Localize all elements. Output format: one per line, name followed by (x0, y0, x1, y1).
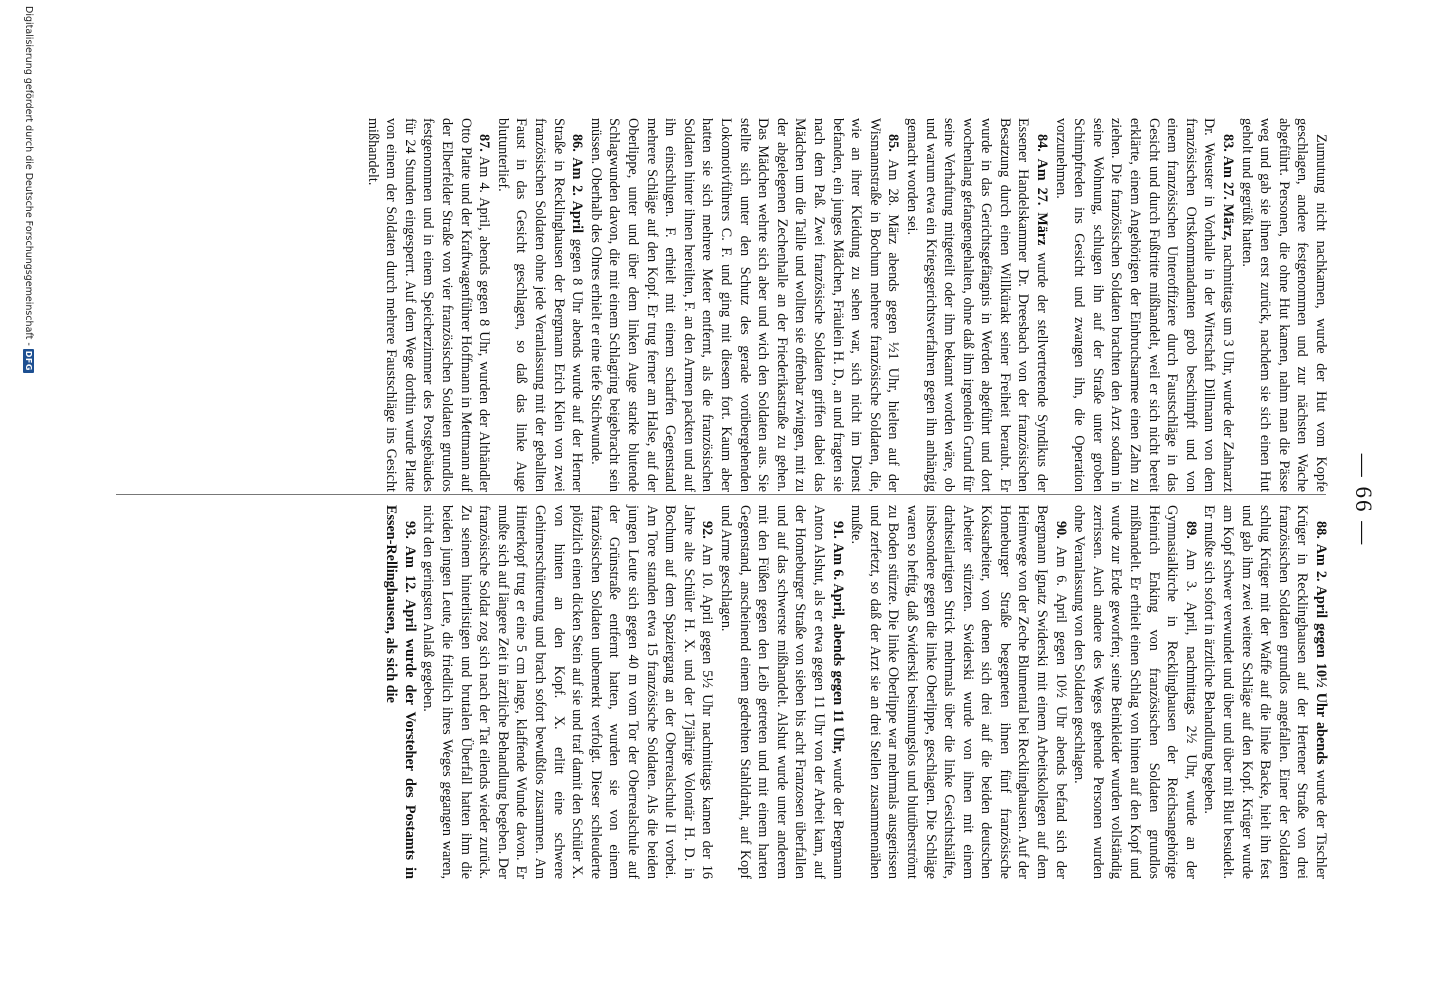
paragraph (847, 505, 1070, 879)
paragraph (363, 118, 493, 492)
page-number: — 66 — (1351, 453, 1376, 547)
paragraph-number: 84. (1034, 134, 1051, 152)
paragraph-number: 83. (1220, 134, 1237, 152)
left-text-column (363, 118, 1330, 492)
paragraph-text: Am 4. April, abends gegen 8 Uhr, wurden der Althändler Otto Platte und der Kraftwagenführer Hoffmann in Mettmann auf der Elberfelder Straße von vier französischen Soldaten grundlos festgenommen und in einem Speicherzimmer des Postgebäudes für 24 Stunden eingesperrt. Auf dem Wege dorthin wurde Platte von einem der Soldaten durch mehrere Faustschläge ins Gesicht mißhandelt. (364, 118, 493, 493)
paragraph-number: 91. (829, 521, 846, 539)
paragraph (382, 505, 419, 879)
paragraph (1051, 118, 1237, 492)
paragraph-number: 89. (1182, 521, 1199, 539)
dfg-logo: DFG (24, 350, 33, 371)
paragraph-lead: Am 27. März (1034, 158, 1051, 246)
footer-text: Digitalisierung gefördert durch die Deutsche Forschungsgemeinschaft - (23, 6, 34, 346)
paragraph-text: Zumutung nicht nachkamen, wurde der Hut vom Kopfe geschlagen, andere festgenommen und zur nächsten Wache abgeführt. Personen, die ohne Hut kamen, nahm man die Pässe weg und gab sie ihnen erst zurück, nachdem sie sich einen Hut geholt und gegrüßt hatten. (1238, 118, 1329, 492)
paragraph-number: 86. (569, 134, 586, 152)
paragraph-number: 87. (476, 134, 493, 152)
paragraph-text: Am 3. April, nachmittags 2½ Uhr, wurde an der Gymnasialkirche in Recklinghausen der Reichsangehörige Heinrich Enking von französischen Soldaten grundlos mißhandelt. Er erhielt einen Schlag von hinten auf den Kopf und wurde zur Erde geworfen; seine Beinkleider wurden vollständig zerrissen. Auch andere des Weges gehende Personen wurden ohne Veranlassung von den Soldaten geschlagen. (1071, 505, 1199, 879)
paragraph-number: 85. (885, 134, 902, 152)
paragraph (716, 505, 846, 879)
paragraph (902, 118, 1051, 492)
paragraph-text: Am 10. April gegen 5½ Uhr nachmittags kamen der 16 Jahre alte Schüler H. X. und der 17jährige Volontär H. D. in Bochum auf dem Spaziergang an der Oberrealschule II vorbei. Am Tore standen etwa 15 französische Soldaten. Als die beiden jungen Leute sich gegen 40 m vom Tor der Oberrealschule auf der Grünstraße entfernt hatten, wurden sie von einem französischen Soldaten unbemerkt verfolgt. Dieser schleuderte plötzlich einen dicken Stein auf sie und traf damit den Schüler X. von hinten an den Kopf. X. erlitt eine schwere Gehirnerschütterung und brach sofort bewußtlos zusammen. Am Hinterkopf trug er eine 5 cm lange, klaffende Wunde davon. Er mußte sich auf längere Zeit in ärztliche Behandlung begeben. Der französische Soldat zog sich nach der Tat eilends wieder zurück. Zu seinem hinterlistigen und brutalen Überfall hatten ihm die beiden jungen Leute, die friedlich ihres Weges gegangen waren, nicht den geringsten Anlaß gegeben. (420, 505, 716, 880)
paragraph-lead: Am 6. April, abends gegen 11 Uhr, (829, 543, 846, 754)
right-text-column (382, 505, 1330, 879)
paragraph (493, 118, 586, 492)
paragraph-text: gegen 8 Uhr abends wurde auf der Herner Straße in Recklinghausen der Bergmann Erich Klein von zwei französischen Soldaten ohne jede Veranlassung mit der geballten Faust in das Gesicht geschlagen, so daß das linke Auge blutunterlief. (494, 118, 586, 492)
paragraph-number: 90. (1052, 521, 1069, 539)
paragraph-text: Am 6. April gegen 10½ Uhr abends befand sich der Bergmann Ignatz Swiderski mit einem Arbeitskollegen auf dem Heimwege von der Zeche Blumental bei Recklinghausen. Auf der Homeburger Straße begegneten ihnen fünf französische Koksarbeiter, von denen sich drei auf die beiden deutschen Arbeiter stürzten. Swiderski wurde von ihnen mit einem drahtseilartigen Strick mehrmals über die linke Gesichtshälfte, insbesondere gegen die linke Oberlippe, geschlagen. Die Schläge waren so heftig, daß Swiderski besinnungslos und blutüberströmt zu Boden stürzte. Die linke Oberlippe war mehrmals ausgerissen und zerfetzt, so daß der Arzt sie an drei Stellen zusammennähen mußte. (848, 505, 1069, 880)
column-divider (116, 494, 1326, 495)
paragraph-lead: Am 12. April wurde der Vorsteher des Postamts in Essen-Rellinghausen, als sich die (383, 505, 418, 879)
paragraph-text: wurde der Bergmann Anton Alshut, als er etwa gegen 11 Uhr von der Arbeit kam, auf der Homeburger Straße von sieben bis acht Franzosen überfallen und auf das schwerste mißhandelt. Alshut wurde unter anderem mit den Füßen gegen den Leib getreten und mit einem harten Gegenstand, anscheinend einem gedrehten Stahldraht, auf Kopf und Arme geschlagen. (718, 505, 846, 880)
digitization-footer (23, 6, 34, 373)
paragraph (419, 505, 717, 879)
paragraph-text: wurde der Tischler Krüger in Recklinghausen auf der Hertener Straße von drei französischen Soldaten grundlos angefallen. Einer der Soldaten schlug Krüger mit der Waffe auf die linke Backe, hielt ihn fest und gab ihm zwei weitere Schläge auf den Kopf. Krüger wurde am Kopf schwer verwundet und über und über mit Blut besudelt. Er mußte sich sofort in ärztliche Behandlung begeben. (1201, 505, 1329, 879)
paragraph (1070, 505, 1200, 879)
paragraph-text: wurde der stellvertretende Syndikus der Essener Handelskammer Dr. Dreesbach von der französischen Besatzung durch einen Willkürakt seiner Freiheit beraubt. Er wurde in das Gerichtsgefängnis in Werden abgeführt und dort wochenlang gefangengehalten, ohne daß ihm irgendein Grund für seine Verhaftung mitgeteilt oder ihm bekannt worden wäre, ob und warum etwa ein Kriegsgerichtsverfahren gegen ihn anhängig gemacht worden sei. (903, 118, 1051, 493)
paragraph-lead: Am 27. März, (1220, 155, 1237, 241)
paragraph (586, 118, 902, 492)
paragraph (1237, 118, 1330, 492)
paragraph-text: nachmittags um 3 Uhr, wurde der Zahnarzt Dr. Weuster in Vorhalle in der Wirtschaft Dillmann von dem französischen Ortskommandanten grob beschimpft und von einem französischen Unteroffiziere durch Faustschläge in das Gesicht und durch Fußtritte mißhandelt, weil er sich nicht bereit erklärte, einem Angehörigen der Einbruchsarmee einen Zahn zu ziehen. Die französischen Soldaten brachten den Arzt sodann in seine Wohnung, schlugen ihn auf der Straße unter groben Schimpfreden ins Gesicht und zwangen ihn, die Operation vorzunehmen. (1052, 118, 1237, 493)
paragraph-number: 88. (1313, 521, 1329, 539)
paragraph-lead: Am 2. April gegen 10½ Uhr abends (1313, 543, 1329, 765)
paragraph-number: 92. (699, 521, 716, 539)
paragraph-text: Am 28. März abends gegen ½1 Uhr, hielten auf der Wismannstraße in Bochum mehrere französische Soldaten, die, wie an ihrer Kleidung zu sehen war, sich nicht im Dienst befanden, ein junges Mädchen, Fräulein H. D., an und fragten sie nach dem Paß. Zwei französische Soldaten griffen dabei das Mädchen um die Taille und wollten sie offenbar zwingen, mit zu der abgelegenen Zechenhalle an der Friederikastraße zu gehen. Das Mädchen wehrte sich aber und wich den Soldaten aus. Sie stellte sich unter den Schutz des gerade vorübergehenden Lokomotivführers C. F. und ging mit diesem fort. Kaum aber hatten sie sich mehrere Meter entfernt, als die französischen Soldaten hinter ihnen hereilten, F. an den Armen packten und auf ihn einschlugen. F. erhielt mit einem scharfen Gegenstand mehrere Schläge auf den Kopf. Er trug ferner am Halse, auf der Oberlippe, unter und über dem linken Auge starke blutende Schlagwunden davon, die mit einem Schlagring beigebracht sein müssen. Oberhalb des Ohres erhielt er eine tiefe Stichwunde. (587, 118, 902, 492)
paragraph-number: 93. (401, 521, 418, 539)
paragraph-lead: Am 2. April (569, 157, 586, 234)
paragraph (1200, 505, 1330, 879)
